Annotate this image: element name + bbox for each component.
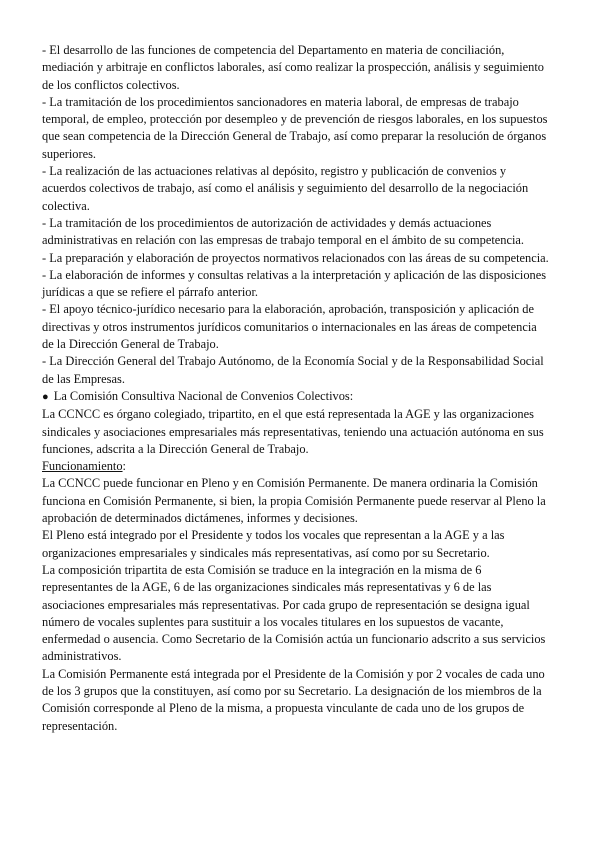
- list-item: - La Dirección General del Trabajo Autónomo, de la Economía Social y de la Responsabilidad Social de las Empresas.: [42, 354, 544, 386]
- document-page: [42, 42, 550, 735]
- body-paragraph: La Comisión Permanente está integrada por el Presidente de la Comisión y por 2 vocales de cada uno de los 3 grupos que la constituyen, así como por su Secretario. La designación de los miembros de la Comisión corresponde al Pleno de la misma, a propuesta vinculante de cada uno de los grupos de representación.: [42, 666, 545, 733]
- list-item: - La elaboración de informes y consultas relativas a la interpretación y aplicación de las disposiciones jurídicas a que se refiere el párrafo anterior.: [42, 267, 547, 300]
- section-heading: [42, 388, 550, 406]
- list-item: - El apoyo técnico-jurídico necesario para la elaboración, aprobación, transposición y aplicación de directivas y otros instrumentos jurídicos comunitarios o internacionales en las áreas de competencia de la Dirección General de Trabajo.: [42, 302, 537, 352]
- list-item: - La preparación y elaboración de proyectos normativos relacionados con las áreas de su competencia.: [42, 250, 549, 265]
- subheading-funcionamiento: Funcionamiento: [42, 459, 123, 474]
- list-item: - La tramitación de los procedimientos de autorización de actividades y demás actuaciones administrativas en relación con las empresas de trabajo temporal en el ámbito de su competencia.: [42, 215, 525, 248]
- list-item: - La tramitación de los procedimientos sancionadores en materia laboral, de empresas de trabajo temporal, de empleo, protección por desempleo y de prevención de riesgos laborales, en los supuestos que sean competencia de la Dirección General de Trabajo, así como preparar la resolución de órganos superiores.: [42, 94, 548, 161]
- bullet-icon: ●: [42, 390, 49, 403]
- section-intro: La CCNCC es órgano colegiado, tripartito, en el que está representada la AGE y las organizaciones sindicales y asociaciones empresariales más representativas, teniendo una actuación autónoma en sus funciones, adscrita a la Dirección General de Trabajo.: [42, 407, 544, 456]
- body-paragraph: La composición tripartita de esta Comisión se traduce en la integración en la misma de 6 representantes de la AGE, 6 de las organizaciones sindicales más representativas y 6 de las asociaciones empresariales más representativas. Por cada grupo de representación se designa igual número de vocales suplentes para sustituir a los vocales titulares en los supuestos de vacante, enfermedad o ausencia. Como Secretario de la Comisión actúa un funcionario adscrito a sus servicios administrativos.: [42, 562, 546, 664]
- subheading-line: [42, 458, 550, 475]
- body-paragraph: El Pleno está integrado por el Presidente y todos los vocales que representan a la AGE y a las organizaciones empresariales y sindicales más representativas, así como por su Secretario.: [42, 528, 505, 560]
- subheading-colon: :: [122, 459, 126, 474]
- section-title: La Comisión Consultiva Nacional de Convenios Colectivos:: [53, 388, 354, 403]
- list-item: - La realización de las actuaciones relativas al depósito, registro y publicación de convenios y acuerdos colectivos de trabajo, así como el análisis y seguimiento del desarrollo de la negociación colectiva.: [42, 164, 529, 213]
- list-item: - El desarrollo de las funciones de competencia del Departamento en materia de conciliación, mediación y arbitraje en conflictos laborales, así como realizar la prospección, análisis y seguimiento de los conflictos colectivos.: [42, 43, 544, 92]
- body-paragraph: La CCNCC puede funcionar en Pleno y en Comisión Permanente. De manera ordinaria la Comisión funciona en Comisión Permanente, si bien, la propia Comisión Permanente puede reservar al Pleno la aprobación de determinados dictámenes, informes y decisiones.: [42, 476, 546, 526]
